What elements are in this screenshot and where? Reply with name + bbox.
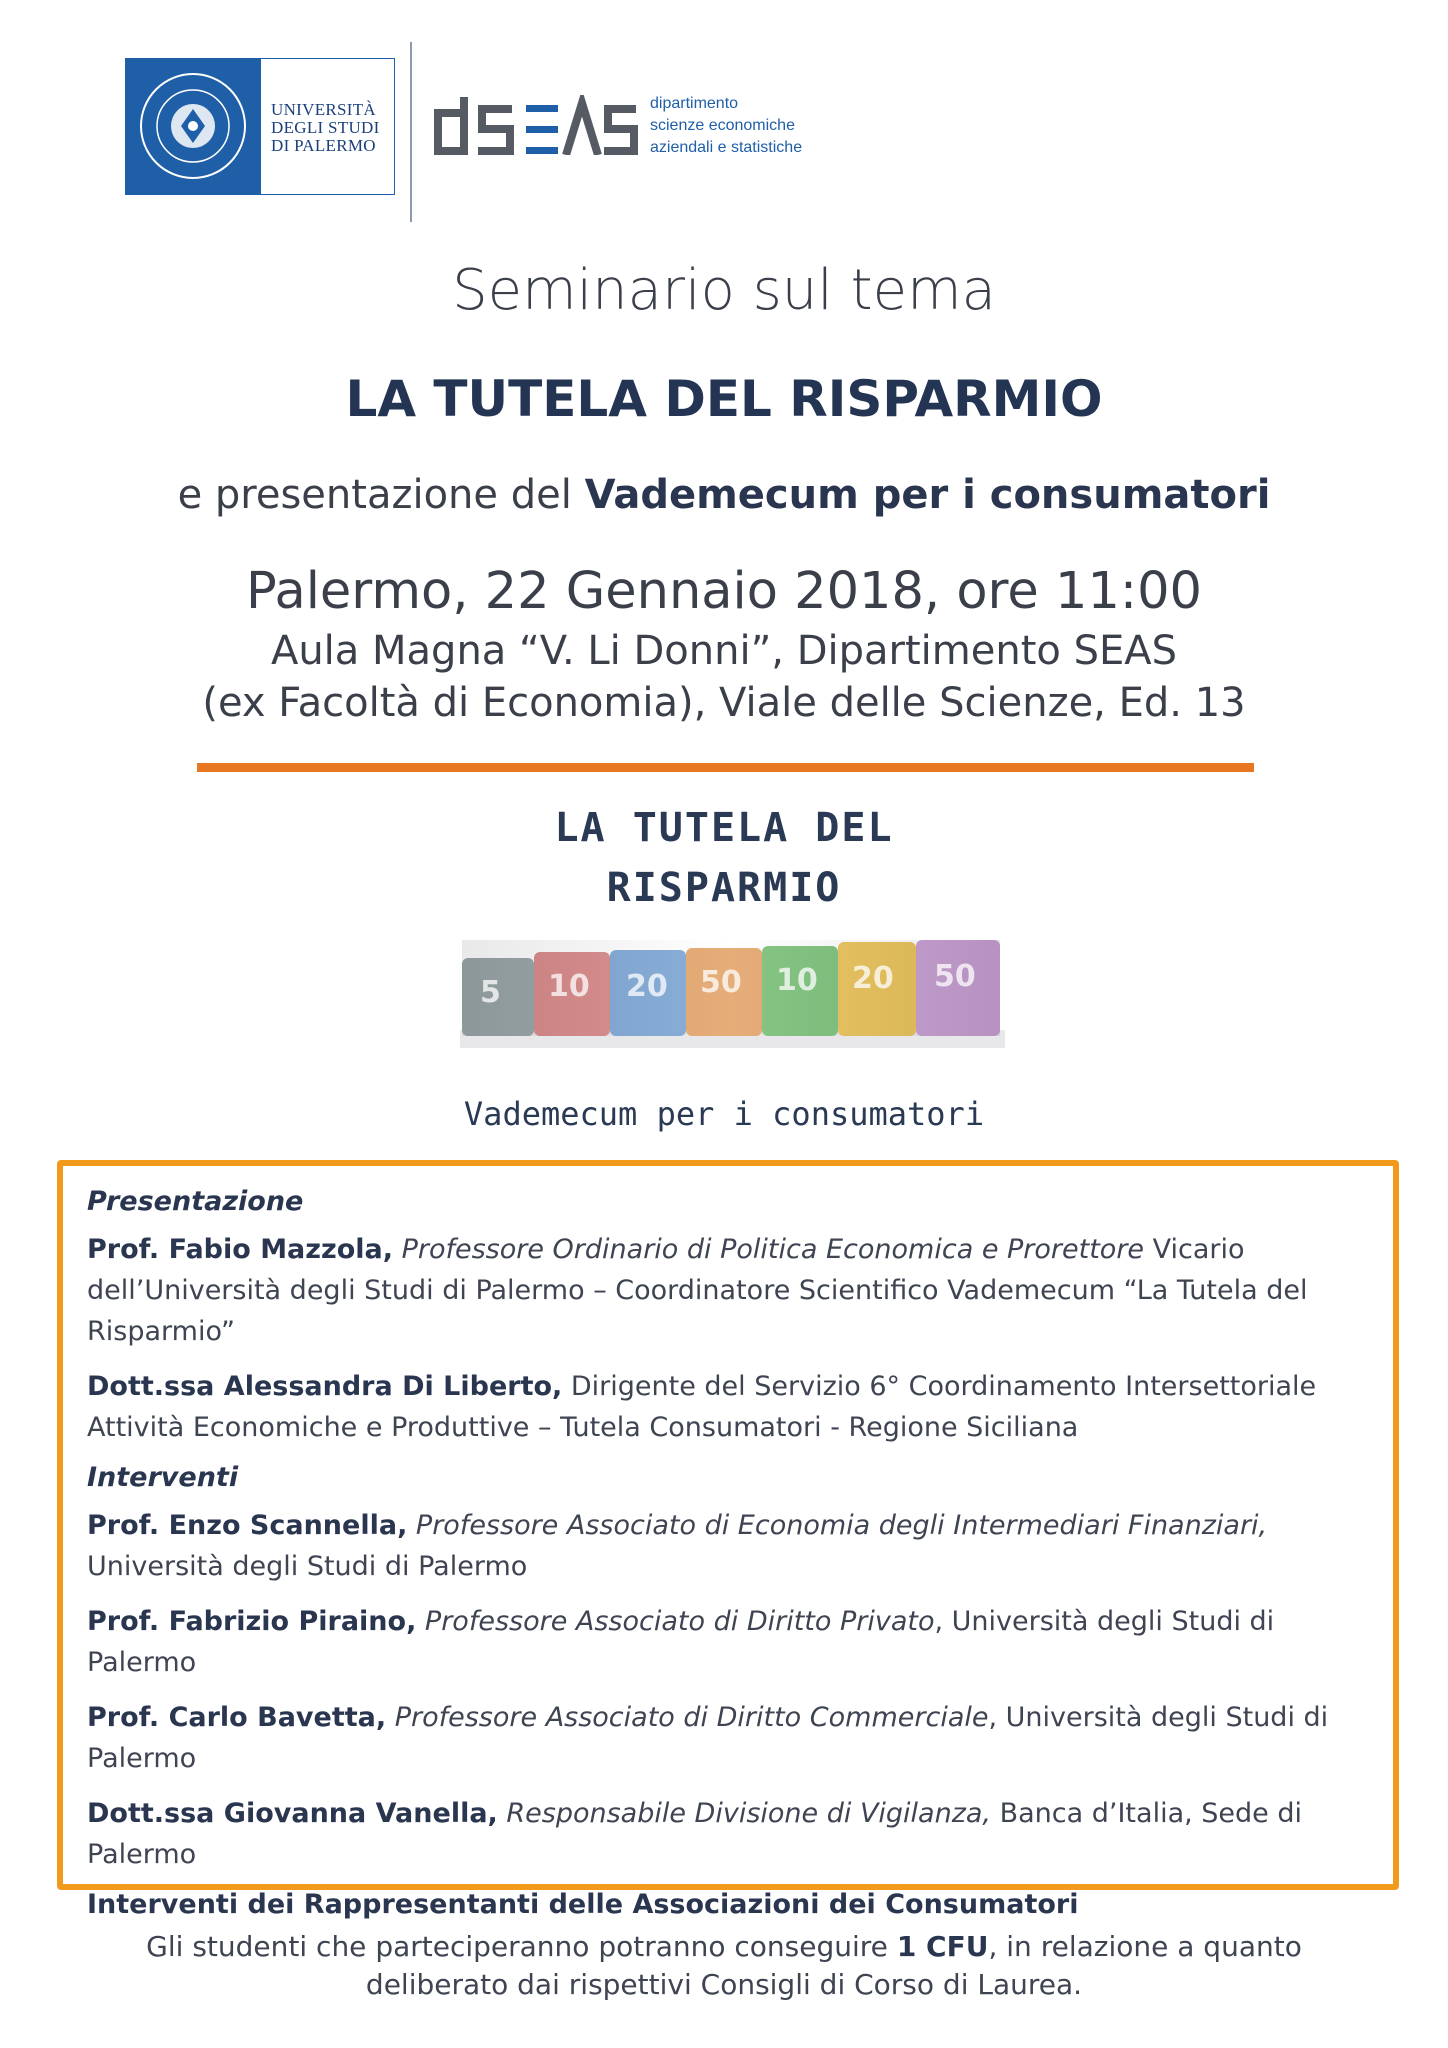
speaker-entry [87, 1229, 1369, 1352]
event-venue-line2: (ex Facoltà di Economia), Viale delle Scienze, Ed. 13 [202, 680, 1246, 726]
event-date: Palermo, 22 Gennaio 2018, ore 11:00 [246, 562, 1202, 621]
dept-subtitle [650, 93, 802, 159]
university-name-line: DI PALERMO [271, 136, 376, 155]
cfu-value: 1 CFU [896, 1930, 989, 1963]
cover-title-line1: LA TUTELA DEL [554, 805, 894, 851]
banknote-rolls-image [460, 930, 1005, 1050]
subtitle-prefix: e presentazione del [177, 472, 585, 518]
speaker-entry [87, 1793, 1369, 1875]
logo-divider [410, 42, 412, 222]
speaker-affiliation: , Università degli Studi di Palermo [87, 1606, 1275, 1678]
speaker-affiliation: Vicario dell’Università degli Studi di Palermo – Coordinatore Scientifico Vademecum “La Tutela del Risparmio” [87, 1234, 1308, 1347]
dseas-logo [430, 95, 640, 159]
speaker-name: Prof. Fabio Mazzola, [87, 1234, 393, 1265]
cover-subtitle: Vademecum per i consumatori [463, 1095, 985, 1133]
footer-line2: deliberato dai rispettivi Consigli di Corso di Laurea. [365, 1968, 1083, 2001]
dept-subtitle-line: dipartimento [650, 95, 739, 112]
section-heading-interventi: Interventi [87, 1462, 239, 1493]
speaker-name: Dott.ssa Giovanna Vanella, [87, 1798, 498, 1829]
speaker-role: Professore Associato di Diritto Privato [416, 1606, 935, 1637]
seminar-subtitle [0, 472, 1448, 518]
university-name [271, 101, 391, 155]
speaker-entry [87, 1601, 1369, 1683]
svg-text:20: 20 [852, 961, 894, 996]
event-venue-line1: Aula Magna “V. Li Donni”, Dipartimento SEAS [270, 628, 1178, 674]
speaker-entry [87, 1697, 1369, 1779]
speaker-role: Professore Ordinario di Politica Economica e Prorettore [393, 1234, 1145, 1265]
speaker-name: Dott.ssa Alessandra Di Liberto, [87, 1371, 563, 1402]
speaker-role: Professore Associato di Diritto Commerciale [386, 1702, 989, 1733]
speaker-name: Prof. Carlo Bavetta, [87, 1702, 387, 1733]
subtitle-bold: Vademecum per i consumatori [584, 472, 1271, 518]
orange-divider [197, 763, 1254, 772]
footer-line1 [0, 1928, 1448, 1966]
speaker-role: Responsabile Divisione di Vigilanza, [497, 1798, 992, 1829]
university-logo [125, 58, 395, 195]
university-name-line: UNIVERSITÀ [271, 100, 376, 119]
speaker-role: Professore Associato di Economia degli Intermediari Finanziari, [407, 1510, 1268, 1541]
svg-text:50: 50 [934, 959, 976, 994]
dept-subtitle-line: scienze economiche [650, 117, 795, 134]
speaker-entry [87, 1505, 1369, 1587]
speaker-affiliation: Banca d’Italia, Sede di Palermo [87, 1798, 1303, 1870]
speaker-name: Prof. Fabrizio Piraino, [87, 1606, 417, 1637]
cover-title-line2: RISPARMIO [606, 865, 842, 911]
seminar-title: LA TUTELA DEL RISPARMIO [345, 370, 1103, 428]
speaker-affiliation: Dirigente del Servizio 6° Coordinamento Intersettoriale Attività Economiche e Produttive – Tutela Consumatori - Regione Siciliana [87, 1371, 1317, 1443]
speaker-affiliation: , Università degli Studi di Palermo [87, 1702, 1329, 1774]
svg-text:5: 5 [480, 975, 501, 1010]
seminar-intro: Seminario sul tema [452, 258, 996, 323]
svg-text:10: 10 [548, 969, 590, 1004]
svg-text:10: 10 [776, 963, 818, 998]
speaker-entry [87, 1366, 1369, 1448]
footer-note [0, 1928, 1448, 2004]
section-heading-presentazione: Presentazione [87, 1186, 304, 1217]
dept-subtitle-line: aziendali e statistiche [650, 139, 803, 156]
university-name-line: DEGLI STUDI [271, 118, 380, 137]
speaker-name: Prof. Enzo Scannella, [87, 1510, 408, 1541]
university-seal-icon [126, 59, 261, 194]
program-box [57, 1160, 1399, 1920]
dseas-logo-icon [430, 95, 640, 155]
footer-text: Gli studenti che parteciperanno potranno conseguire [146, 1930, 897, 1963]
associations-interventions: Interventi dei Rappresentanti delle Associazioni dei Consumatori [87, 1889, 1079, 1920]
speaker-affiliation: Università degli Studi di Palermo [87, 1551, 528, 1582]
svg-text:20: 20 [626, 969, 668, 1004]
svg-text:50: 50 [700, 965, 742, 1000]
footer-text: , in relazione a quanto [988, 1930, 1302, 1963]
